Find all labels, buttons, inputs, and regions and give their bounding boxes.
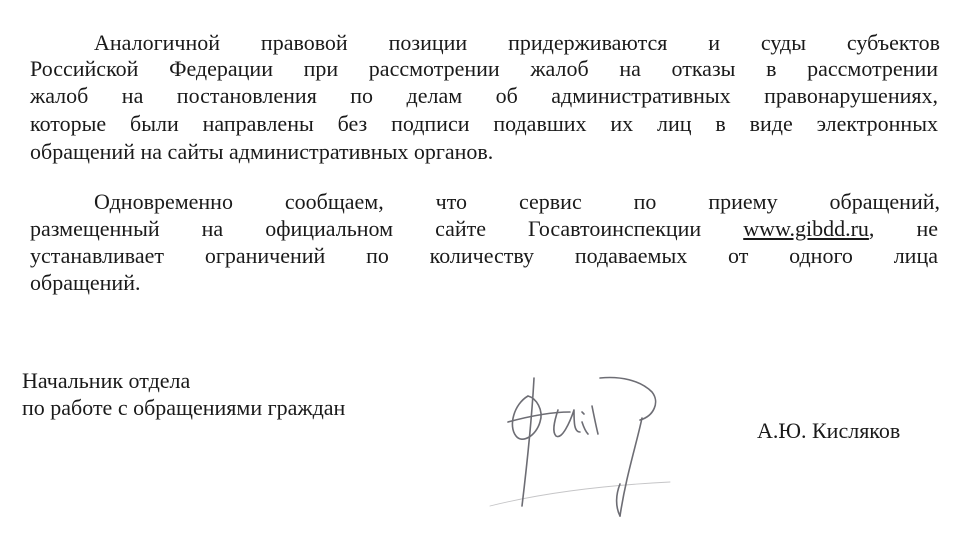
paragraph2-line1: Одновременно сообщаем, что сервис по приему обращений, xyxy=(94,189,940,214)
paragraph1-line5: обращений на сайты административных органов. xyxy=(30,139,494,164)
gibdd-website-link[interactable]: www.gibdd.ru xyxy=(743,216,869,241)
paragraph2-line2 xyxy=(30,216,938,242)
signer-position-line1: Начальник отдела xyxy=(22,368,191,393)
paragraph1-line2: Российской Федерации при рассмотрении жалоб на отказы в рассмотрении xyxy=(30,56,938,81)
paragraph1-line3: жалоб на постановления по делам об административных правонарушениях, xyxy=(30,83,938,108)
paragraph2-line2-end: , не xyxy=(868,216,938,241)
paragraph2-line2-start: размещенный на официальном сайте Госавтоинспекции xyxy=(30,216,744,241)
paragraph1-line1: Аналогичной правовой позиции придерживаются и суды субъектов xyxy=(94,30,940,55)
paragraph2-line3: устанавливает ограничений по количеству подаваемых от одного лица xyxy=(30,243,938,268)
paragraph2-line4: обращений. xyxy=(30,270,141,295)
signer-name: А.Ю. Кисляков xyxy=(757,418,901,443)
signer-position-line2: по работе с обращениями граждан xyxy=(22,395,346,420)
paragraph1-line4: которые были направлены без подписи подавших их лиц в виде электронных xyxy=(30,111,938,136)
handwritten-signature-icon xyxy=(470,356,700,536)
